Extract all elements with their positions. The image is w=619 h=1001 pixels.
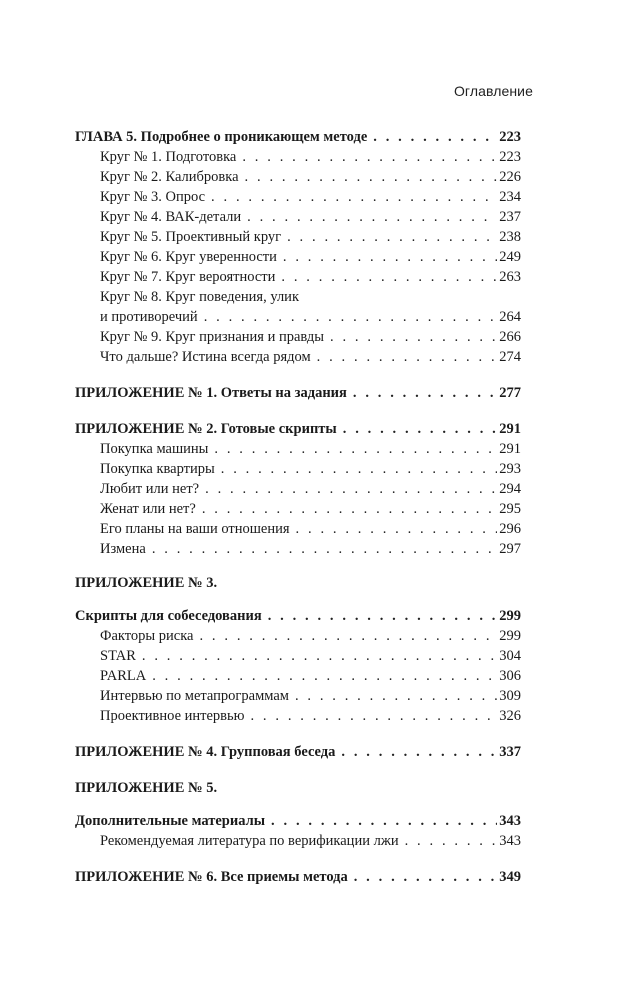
toc-entry[interactable] [75,646,521,666]
toc-title: Скрипты для собеседования [75,608,262,624]
toc-title: Женат или нет? [100,501,196,517]
dot-leader [242,147,497,167]
dot-leader [373,127,497,147]
running-header: Оглавление [453,83,533,99]
dot-leader [221,459,498,479]
toc-heading-appendix5[interactable]: ПРИЛОЖЕНИЕ № 5. [75,780,218,796]
toc-title: Круг № 9. Круг признания и правды [100,329,325,345]
dot-leader [204,307,498,327]
dot-leader [214,439,497,459]
toc-page-number: 296 [499,521,521,537]
toc-entry[interactable] [75,539,521,559]
toc-page-number: 304 [499,648,521,664]
spacer [75,851,521,867]
toc-heading-appendix3[interactable]: ПРИЛОЖЕНИЕ № 3. [75,575,218,591]
spacer [75,726,521,742]
toc-page-number: 297 [499,541,521,557]
toc-entry[interactable] [75,207,521,227]
dot-leader [202,499,497,519]
toc-page-number: 337 [499,744,521,760]
toc-title: STAR [100,648,136,664]
toc-title: ПРИЛОЖЕНИЕ № 2. Готовые скрипты [75,421,337,437]
toc-entry-appendix6[interactable] [75,867,521,887]
toc-page-number: 326 [499,708,521,724]
toc-title: Круг № 3. Опрос [100,189,206,205]
toc-page-number: 274 [499,349,521,365]
dot-leader [245,167,498,187]
spacer [75,798,521,811]
toc-entry[interactable] [75,499,521,519]
toc-title: Круг № 4. ВАК-детали [100,209,242,225]
toc-entry[interactable] [75,626,521,646]
toc-entry[interactable] [75,227,521,247]
dot-leader [330,327,497,347]
toc-page-number: 299 [499,608,521,624]
toc-page-number: 293 [499,461,521,477]
spacer [75,367,521,383]
dot-leader [354,867,498,887]
toc-page-number: 309 [499,688,521,704]
toc-entry[interactable] [75,666,521,686]
toc-title: Проективное интервью [100,708,245,724]
toc-entry-chapter5[interactable] [75,127,521,147]
toc-page-number: 249 [499,249,521,265]
toc-page-number: 306 [499,668,521,684]
toc-page-number: 226 [499,169,521,185]
toc-title: Круг № 2. Калибровка [100,169,239,185]
toc-title: Покупка квартиры [100,461,215,477]
dot-leader [142,646,497,666]
toc-entry[interactable] [75,147,521,167]
toc-entry-appendix4[interactable] [75,742,521,762]
dot-leader [353,383,497,403]
spacer [75,559,521,573]
dot-leader [283,247,497,267]
toc-page-number: 234 [499,189,521,205]
toc-entry-appendix3[interactable] [75,606,521,626]
toc-title-line1[interactable]: Круг № 8. Круг поведения, улик [100,289,299,305]
toc-title: Круг № 7. Круг вероятности [100,269,276,285]
toc-page-number: 223 [499,149,521,165]
toc-title: ПРИЛОЖЕНИЕ № 1. Ответы на задания [75,385,347,401]
toc-page-number: 291 [499,421,521,437]
toc-entry[interactable] [75,459,521,479]
toc-title: Рекомендуемая литература по верификации лжи [100,833,399,849]
dot-leader [405,831,498,851]
toc-title: Интервью по метапрограммам [100,688,289,704]
toc-title: Измена [100,541,146,557]
toc-entry[interactable] [75,347,521,367]
toc-page-number: 299 [499,628,521,644]
toc-page-number: 263 [499,269,521,285]
dot-leader [211,187,497,207]
toc-title: Дополнительные материалы [75,813,266,829]
dot-leader [268,606,498,626]
toc-title: Круг № 5. Проективный круг [100,229,282,245]
toc-title: Круг № 1. Подготовка [100,149,237,165]
toc-page-number: 277 [499,385,521,401]
toc-page-number: 343 [499,833,521,849]
toc-entry[interactable] [75,307,521,327]
toc-title: Покупка машины [100,441,209,457]
dot-leader [341,742,497,762]
toc-title: ПРИЛОЖЕНИЕ № 4. Групповая беседа [75,744,336,760]
toc-entry-appendix2[interactable] [75,419,521,439]
toc-entry[interactable] [75,706,521,726]
dot-leader [287,227,497,247]
toc-page-number: 294 [499,481,521,497]
toc-title: ПРИЛОЖЕНИЕ № 6. Все приемы метода [75,869,348,885]
toc-title: PARLA [100,668,147,684]
toc-title: Его планы на ваши отношения [100,521,290,537]
dot-leader [295,686,497,706]
dot-leader [199,626,497,646]
toc-page-number: 266 [499,329,521,345]
toc-title: Любит или нет? [100,481,200,497]
toc-entry[interactable] [75,267,521,287]
toc-entry[interactable] [75,327,521,347]
toc-page-number: 291 [499,441,521,457]
toc-entry-appendix1[interactable] [75,383,521,403]
toc-entry[interactable] [75,247,521,267]
toc-title: Что дальше? Истина всегда рядом [100,349,311,365]
toc-entry[interactable] [75,187,521,207]
spacer [75,593,521,606]
toc-page-number: 295 [499,501,521,517]
toc-title-line2: и противоречий [100,309,198,325]
toc-title: Факторы риска [100,628,194,644]
spacer [75,403,521,419]
dot-leader [205,479,497,499]
toc-page-number: 223 [499,129,521,145]
dot-leader [296,519,498,539]
table-of-contents [75,127,521,887]
toc-entry[interactable] [75,167,521,187]
toc-title: Круг № 6. Круг уверенности [100,249,277,265]
toc-title: ГЛАВА 5. Подробнее о проникающем методе [75,129,368,145]
dot-leader [281,267,497,287]
toc-page-number: 238 [499,229,521,245]
toc-entry-appendix5[interactable] [75,811,521,831]
toc-entry[interactable] [75,831,521,851]
dot-leader [152,539,497,559]
dot-leader [317,347,498,367]
toc-page-number: 237 [499,209,521,225]
toc-entry[interactable] [75,439,521,459]
spacer [75,762,521,778]
dot-leader [247,207,497,227]
toc-entry[interactable] [75,519,521,539]
dot-leader [343,419,498,439]
toc-page-number: 343 [499,813,521,829]
dot-leader [271,811,497,831]
dot-leader [152,666,497,686]
dot-leader [250,706,497,726]
toc-page-number: 264 [499,309,521,325]
toc-entry[interactable] [75,686,521,706]
toc-page-number: 349 [499,869,521,885]
toc-entry[interactable] [75,479,521,499]
